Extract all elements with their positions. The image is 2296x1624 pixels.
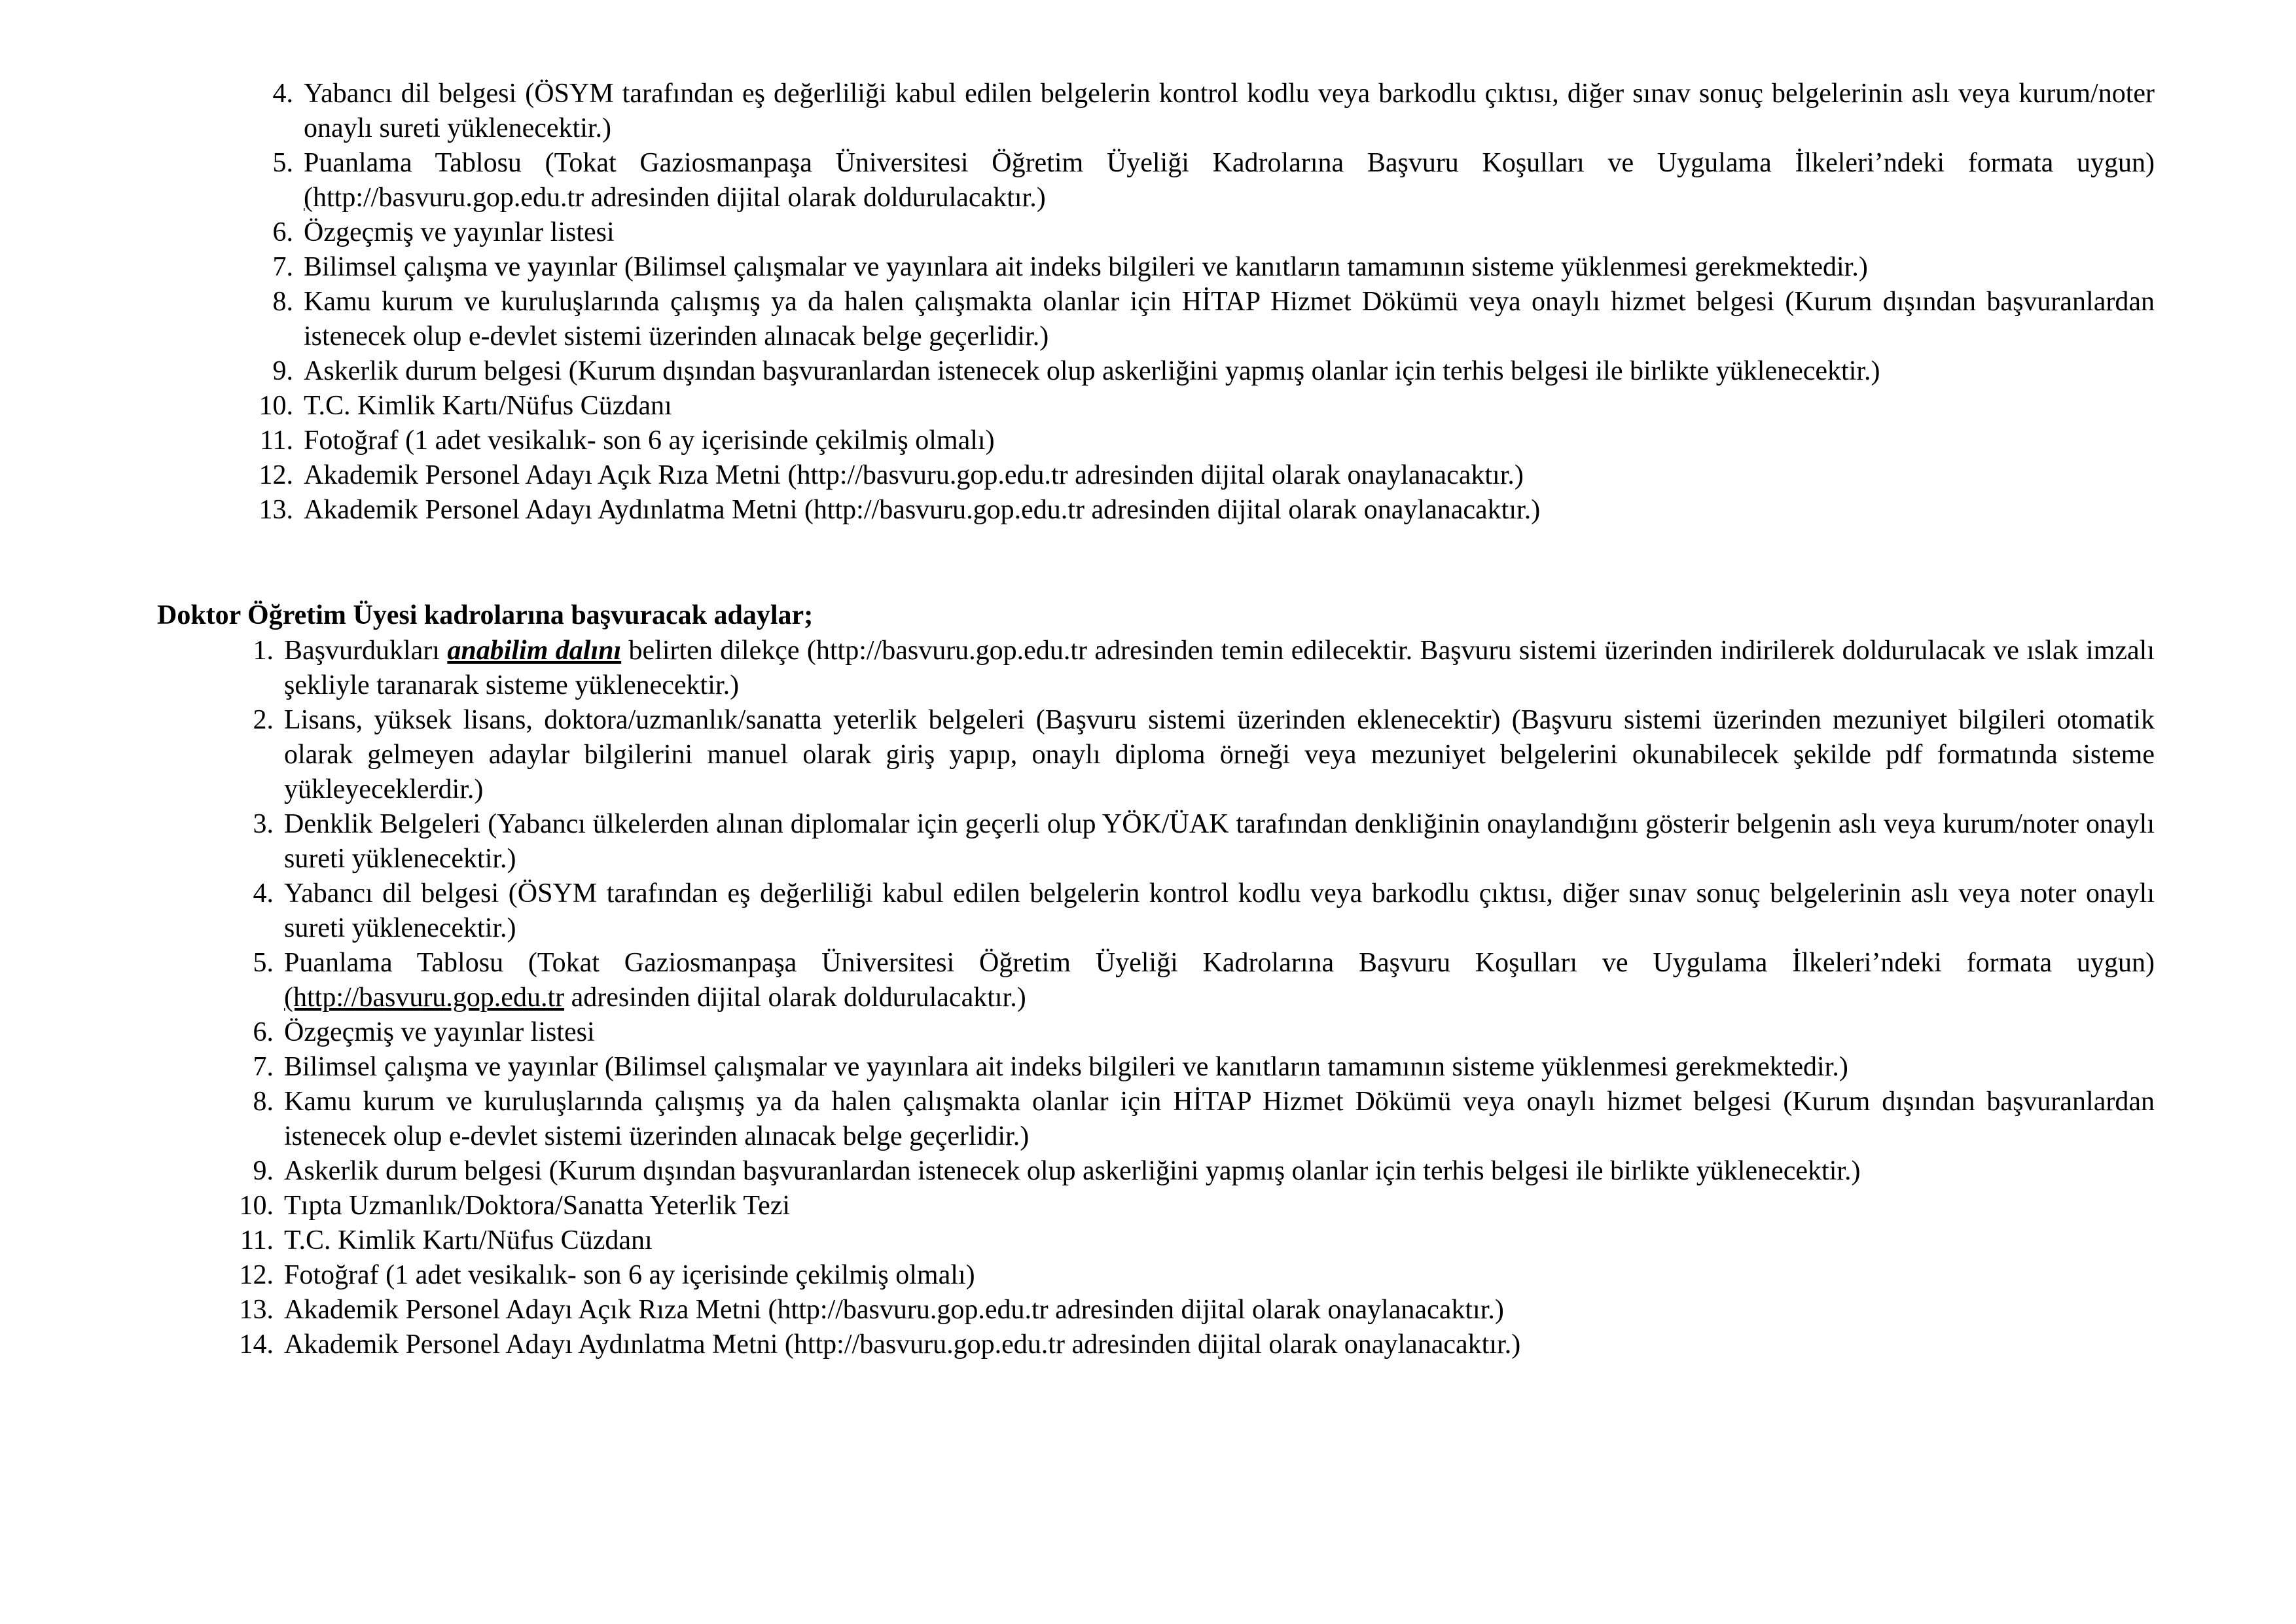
list-item-text: Yabancı dil belgesi (ÖSYM tarafından eş değerliliği kabul edilen belgelerin kontrol kodlu veya barkodlu çıktısı, diğer sınav sonuç belgelerinin aslı veya noter onaylı sureti yüklenecektir.) (284, 878, 2155, 943)
doctor-faculty-requirements-list (229, 634, 2155, 1362)
list-item-number: 13. (239, 1295, 274, 1325)
list-item-text: Fotoğraf (1 adet vesikalık- son 6 ay içerisinde çekilmiş olmalı) (284, 1260, 975, 1290)
list-item (229, 634, 2155, 703)
requirements-list-continued (249, 77, 2155, 528)
list-item-number: 14. (239, 1329, 274, 1360)
list-item-number: 1. (253, 636, 274, 666)
list-item (249, 215, 2155, 250)
list-item (229, 1293, 2155, 1327)
list-item (249, 146, 2155, 215)
list-item-number: 8. (253, 1087, 274, 1117)
list-item-number: 9. (272, 356, 293, 386)
list-item-text-part: adresinden dijital olarak doldurulacaktır.) (564, 983, 1026, 1013)
list-item-text-part: Puanlama Tablosu (Tokat Gaziosmanpaşa Üniversitesi Öğretim Üyeliği Kadrolarına Başvuru Koşulları ve Uygulama İlkeleri’ndeki formata uygun) (284, 948, 2155, 978)
list-item (229, 807, 2155, 876)
list-item-number: 4. (272, 79, 293, 109)
list-item (229, 1015, 2155, 1050)
list-item (229, 1327, 2155, 1362)
list-item-text: Özgeçmiş ve yayınlar listesi (284, 1017, 595, 1047)
list-item-text: T.C. Kimlik Kartı/Nüfus Cüzdanı (304, 391, 672, 421)
list-item-number: 3. (253, 809, 274, 839)
list-item-text (304, 146, 2155, 215)
list-item-text: Kamu kurum ve kuruluşlarında çalışmış ya da halen çalışmakta olanlar için HİTAP Hizmet Dökümü veya onaylı hizmet belgesi (Kurum dışından başvuranlardan istenecek olup e-devlet sistemi üzerinden alınacak belge geçerlidir.) (304, 287, 2155, 352)
list-item (249, 77, 2155, 146)
list-item (249, 424, 2155, 458)
list-item-text-part: belirten dilekçe (http://basvuru.gop.edu.tr adresinden temin edilecektir. Başvuru sistemi üzerinden indirilerek doldurulacak ve ıslak imzalı şekliyle taranarak sisteme yüklenecektir.) (284, 636, 2155, 700)
list-item (249, 389, 2155, 424)
list-item-text: Akademik Personel Adayı Aydınlatma Metni (http://basvuru.gop.edu.tr adresinden dijital olarak onaylanacaktır.) (304, 495, 1541, 525)
list-item-number: 4. (253, 878, 274, 909)
list-item-text: Akademik Personel Adayı Aydınlatma Metni (http://basvuru.gop.edu.tr adresinden dijital olarak onaylanacaktır.) (284, 1329, 1521, 1360)
list-item-number: 8. (272, 287, 293, 317)
list-item-number: 6. (253, 1017, 274, 1047)
list-item (229, 946, 2155, 1015)
list-item-text: Kamu kurum ve kuruluşlarında çalışmış ya da halen çalışmakta olanlar için HİTAP Hizmet Dökümü veya onaylı hizmet belgesi (Kurum dışından başvuranlardan istenecek olup e-devlet sistemi üzerinden alınacak belge geçerlidir.) (284, 1087, 2155, 1151)
list-item-text: Akademik Personel Adayı Açık Rıza Metni (http://basvuru.gop.edu.tr adresinden dijital olarak onaylanacaktır.) (304, 460, 1524, 490)
list-item-text: Özgeçmiş ve yayınlar listesi (304, 217, 615, 247)
list-item-text (284, 634, 2155, 703)
emphasized-text: anabilim dalını (447, 636, 622, 666)
list-item (229, 1154, 2155, 1189)
list-item-number: 11. (260, 425, 293, 456)
list-item-text: Bilimsel çalışma ve yayınlar (Bilimsel çalışmalar ve yayınlara ait indeks bilgileri ve kanıtların tamamının sisteme yüklenmesi gerekmektedir.) (304, 252, 1868, 282)
list-item-number: 13. (259, 495, 293, 525)
list-item-number: 11. (240, 1225, 274, 1255)
list-item-number: 10. (239, 1191, 274, 1221)
list-item (249, 458, 2155, 493)
list-item-text: Fotoğraf (1 adet vesikalık- son 6 ay içerisinde çekilmiş olmalı) (304, 425, 995, 456)
list-item-number: 12. (259, 460, 293, 490)
list-item-text: Bilimsel çalışma ve yayınlar (Bilimsel çalışmalar ve yayınlara ait indeks bilgileri ve kanıtların tamamının sisteme yüklenmesi gerekmektedir.) (284, 1052, 1848, 1082)
list-item-text: Denklik Belgeleri (Yabancı ülkelerden alınan diplomalar için geçerli olup YÖK/ÜAK tarafından denkliğinin onaylandığını gösterir belgenin aslı veya kurum/noter onaylı sureti yüklenecektir.) (284, 809, 2155, 874)
list-item-number: 6. (272, 217, 293, 247)
section-heading: Doktor Öğretim Üyesi kadrolarına başvuracak adaylar; (157, 600, 814, 630)
list-item-text (284, 946, 2155, 1015)
list-item (249, 250, 2155, 285)
list-item-text: Lisans, yüksek lisans, doktora/uzmanlık/sanatta yeterlik belgeleri (Başvuru sistemi üzerinden eklenecektir) (Başvuru sistemi üzerinden mezuniyet bilgileri otomatik olarak gelmeyen adaylar bilgilerini manuel olarak giriş yapıp, onaylı diploma örneği veya mezuniyet belgelerini okunabilecek şekilde pdf formatında sisteme yükleyeceklerdir.) (284, 705, 2155, 804)
list-item (249, 354, 2155, 389)
list-item-number: 5. (272, 148, 293, 178)
list-item-number: 12. (239, 1260, 274, 1290)
list-item-number: 7. (253, 1052, 274, 1082)
list-item-text: Yabancı dil belgesi (ÖSYM tarafından eş değerliliği kabul edilen belgelerin kontrol kodlu veya barkodlu çıktısı, diğer sınav sonuç belgelerinin aslı veya kurum/noter onaylı sureti yüklenecektir.) (304, 79, 2155, 143)
list-item (229, 703, 2155, 807)
list-item-number: 2. (253, 705, 274, 735)
list-item-number: 10. (259, 391, 293, 421)
list-item-text-part: http://basvuru.gop.edu.tr adresinden dijital olarak doldurulacaktır.) (313, 183, 1046, 213)
list-item-text: Askerlik durum belgesi (Kurum dışından başvuranlardan istenecek olup askerliğini yapmış olanlar için terhis belgesi ile birlikte yüklenecektir.) (284, 1156, 1861, 1186)
list-item (229, 1223, 2155, 1258)
list-item-text: Akademik Personel Adayı Açık Rıza Metni (http://basvuru.gop.edu.tr adresinden dijital olarak onaylanacaktır.) (284, 1295, 1504, 1325)
list-item (249, 493, 2155, 528)
list-item-number: 5. (253, 948, 274, 978)
list-item (229, 1189, 2155, 1223)
underlined-link-text[interactable]: (http://basvuru.gop.edu.tr (284, 983, 565, 1013)
list-item (229, 876, 2155, 946)
list-item-text: Askerlik durum belgesi (Kurum dışından başvuranlardan istenecek olup askerliğini yapmış olanlar için terhis belgesi ile birlikte yüklenecektir.) (304, 356, 1880, 386)
list-item-text-part: Puanlama Tablosu (Tokat Gaziosmanpaşa Üniversitesi Öğretim Üyeliği Kadrolarına Başvuru Koşulları ve Uygulama İlkeleri’ndeki formata uygun) (304, 148, 2155, 178)
list-item-number: 7. (272, 252, 293, 282)
list-item (249, 285, 2155, 354)
list-item (229, 1258, 2155, 1293)
list-item (229, 1085, 2155, 1154)
list-item-text: T.C. Kimlik Kartı/Nüfus Cüzdanı (284, 1225, 653, 1255)
underlined-text: ( (304, 183, 313, 213)
list-item-text-part: Başvurdukları (284, 636, 448, 666)
list-item-text: Tıpta Uzmanlık/Doktora/Sanatta Yeterlik Tezi (284, 1191, 791, 1221)
list-item-number: 9. (253, 1156, 274, 1186)
list-item (229, 1050, 2155, 1085)
